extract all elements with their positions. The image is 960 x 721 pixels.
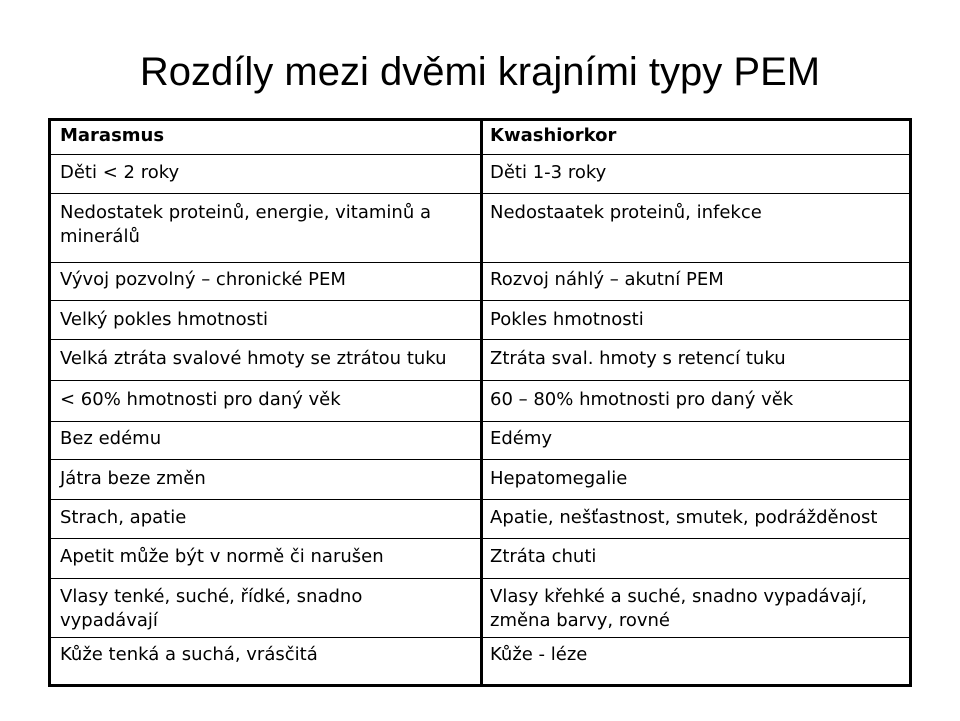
right-cell-onset: Rozvoj náhlý – akutní PEM [490,269,724,290]
row-divider [51,637,909,638]
left-cell-hair: Vlasy tenké, suché, řídké, snadno vypadávají [60,586,363,631]
row-divider [51,499,909,500]
right-cell-deficit: Nedostaatek proteinů, infekce [490,202,762,223]
right-cell-weight-loss: Pokles hmotnosti [490,309,644,330]
left-header-marasmus: Marasmus [60,125,165,146]
left-cell-muscle-loss: Velká ztráta svalové hmoty se ztrátou tuku [60,348,447,369]
right-cell-mood: Apatie, nešťastnost, smutek, podrážděnost [490,507,878,528]
left-cell-age: Děti < 2 roky [60,162,180,183]
right-header-kwashiorkor: Kwashiorkor [490,125,617,146]
left-cell-skin: Kůže tenká a suchá, vrásčitá [60,644,318,665]
row-divider [51,380,909,381]
right-cell-edema: Edémy [490,428,553,449]
left-cell-onset: Vývoj pozvolný – chronické PEM [60,269,346,290]
left-cell-liver: Játra beze změn [60,468,206,489]
right-cell-weight-percent: 60 – 80% hmotnosti pro daný věk [490,389,794,410]
slide-title: Rozdíly mezi dvěmi krajními typy PEM [139,50,821,94]
row-divider [51,421,909,422]
row-divider [51,300,909,301]
right-cell-skin: Kůže - léze [490,644,588,665]
row-divider [51,339,909,340]
left-cell-weight-loss: Velký pokles hmotnosti [60,309,269,330]
left-cell-weight-percent: < 60% hmotnosti pro daný věk [60,389,341,410]
right-cell-hair: Vlasy křehké a suché, snadno vypadávají, změna barvy, rovné [490,586,867,631]
right-cell-age: Děti 1-3 roky [490,162,607,183]
left-cell-mood: Strach, apatie [60,507,187,528]
row-divider [51,262,909,263]
left-cell-appetite: Apetit může být v normě či narušen [60,546,384,567]
row-divider [51,538,909,539]
row-divider [51,578,909,579]
row-divider [51,193,909,194]
left-cell-deficit: Nedostatek proteinů, energie, vitaminů a minerálů [60,202,431,247]
left-cell-edema: Bez edému [60,428,162,449]
right-cell-appetite: Ztráta chuti [490,546,597,567]
column-divider [480,118,483,687]
right-cell-liver: Hepatomegalie [490,468,628,489]
right-cell-muscle-loss: Ztráta sval. hmoty s retencí tuku [490,348,786,369]
row-divider [51,154,909,155]
row-divider [51,459,909,460]
